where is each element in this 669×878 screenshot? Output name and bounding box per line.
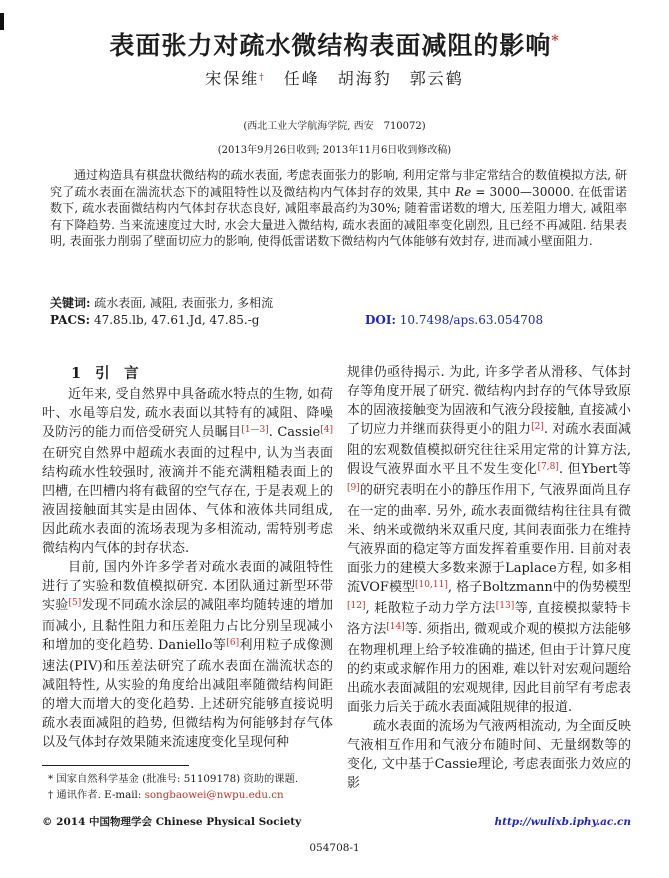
keywords-label: 关键词: <box>50 296 91 310</box>
pacs-label: PACS: <box>50 313 91 327</box>
pacs-row <box>50 312 627 329</box>
received-dates-line: (2013年9月26日收到; 2013年11月6日收到修改稿) <box>217 145 452 156</box>
authors-line: 宋保维† 任峰 胡海豹 郭云鹤 <box>205 69 464 88</box>
doi-line <box>365 312 543 329</box>
left-column <box>42 363 333 752</box>
affiliation-line: (西北工业大学航海学院, 西安 710072) <box>243 121 426 132</box>
abstract-paragraph: 通过构造具有棋盘状微结构的疏水表面, 考虑表面张力的影响, 利用定常与非定常结合的数值模拟方法, 研究了疏水表面在湍流状态下的减阻特性以及微结构内气体封存的效果, 其中 Re = 3000—30000. 在低雷诺数下, 疏水表面微结构内气体封存状态良好, 减阻率最高约为30%; 随着雷诺数的增大, 压差阻力增大, 减阻率有下降趋势. 当来流速度过大时, 水会大量进入微结构, 疏水表面的减阻率变化剧烈, 且已经不再减阻. 结果表明, 表面张力削弱了壁面切应力的影响, 使得低雷诺数下微结构内气体能够有效封存, 进而减小壁面阻力. <box>50 168 627 249</box>
intro-paragraph-1: 近年来, 受自然界中具备疏水特点的生物, 如荷叶、水黾等启发, 疏水表面以其特有的减阻、降噪及防污的能力而倍受研究人员瞩目[1—3]. Cassie[4]在研究自然界中超疏水表面的过程中, 认为当表面结构疏水性较强时, 液滴并不能充满粗糙表面上的凹槽, 在凹槽内将有截留的空气存在, 于是表观上的液固接触面其实是由固体、气体和液体共同组成, 因此疏水表面的流场表现为多相流动, 需特别考虑微结构内气体的封存状态. <box>42 387 333 556</box>
keywords-row <box>50 295 627 312</box>
footnote-corresponding-author[interactable]: † 通讯作者. E-mail: songbaowei@nwpu.edu.cn <box>48 788 284 801</box>
paper-title-text: 表面张力对疏水微结构表面减阻的影响 <box>109 31 552 60</box>
intro-paragraph-2-continued: 规律仍亟待揭示. 为此, 许多学者从滑移、气体封存等角度开展了研究. 微结构内封存的气体导致原本的固液接触变为固液和气液分段接触, 直接减小了切应力并继而获得更小的阻力[2]. 对疏水表面减阻的宏观数值模拟研究往往采用定常的计算方法, 假设气液界面水平且不发生变化[7,8]. 但Ybert等[9]的研究表明在小的静压作用下, 气液界面尚且存在一定的曲率. 另外, 疏水表面微结构往往具有微米、纳米或微纳米双重尺度, 其间表面张力在维持气液界面的稳定等方面发挥着重要作用. 目前对表面张力的建模大多数来源于Laplace方程, 如多相流VOF模型[10,11], 格子Boltzmann中的伪势模型[12], 耗散粒子动力学方法[13]等, 直接模拟蒙特卡洛方法[14]等. 须指出, 微观或介观的模拟方法能够在物理机理上给予较准确的描述, 但由于计算尺度的约束或求解作用力的困难, 难以针对宏观问题给出疏水表面减阻的宏观规律, 因此目前罕有考虑表面张力后关于疏水表面减阻规律的报道. <box>347 365 631 715</box>
paper-title <box>0 26 669 62</box>
meta-block <box>50 295 627 329</box>
intro-paragraph-3: 疏水表面的流场为气液两相流动, 为全面反映气液相互作用和气液分布随时间、无量纲数等的变化, 文中基于Cassie理论, 考虑表面张力效应的影 <box>347 719 631 791</box>
copyright-line: © 2014 中国物理学会 Chinese Physical Society <box>42 816 302 828</box>
section-number: 1 <box>71 365 82 382</box>
footer-row <box>42 814 631 829</box>
section-title: 引 言 <box>95 365 139 382</box>
title-footnote-asterisk: * <box>551 33 560 49</box>
section-heading-intro <box>42 363 333 385</box>
abstract-block <box>50 167 627 250</box>
footnote-block <box>42 765 333 803</box>
journal-url-link[interactable]: http://wulixb.iphy.ac.cn <box>494 816 631 828</box>
doi-link[interactable]: 10.7498/aps.63.054708 <box>399 313 544 327</box>
pacs-text: 47.85.lb, 47.61.Jd, 47.85.-g <box>93 313 260 327</box>
footnote-divider <box>42 765 189 766</box>
doi-label: DOI: <box>365 313 396 327</box>
intro-paragraph-2: 目前, 国内外许多学者对疏水表面的减阻特性进行了实验和数值模拟研究. 本团队通过新型环带实验[5]发现不同疏水涂层的减阻率均随转速的增加而减小, 且黏性阻力和压差阻力占比分别呈现减小和增加的变化趋势. Daniello等[6]利用粒子成像测速法(PIV)和压差法研究了疏水表面在湍流状态的减阻特性, 从实验的角度给出减阻率随微结构间距的增大而增大的变化趋势. 上述研究能够直接说明疏水表面减阻的趋势, 但微结构为何能够封存气体以及气体封存效果随来流速度变化呈现何种 <box>42 560 333 750</box>
page-number: 054708-1 <box>309 842 360 854</box>
footnote-funding: * 国家自然科学基金 (批准号: 51109178) 资助的课题. <box>48 773 299 785</box>
right-column <box>347 363 631 793</box>
keywords-text: 疏水表面, 减阻, 表面张力, 多相流 <box>94 296 274 310</box>
